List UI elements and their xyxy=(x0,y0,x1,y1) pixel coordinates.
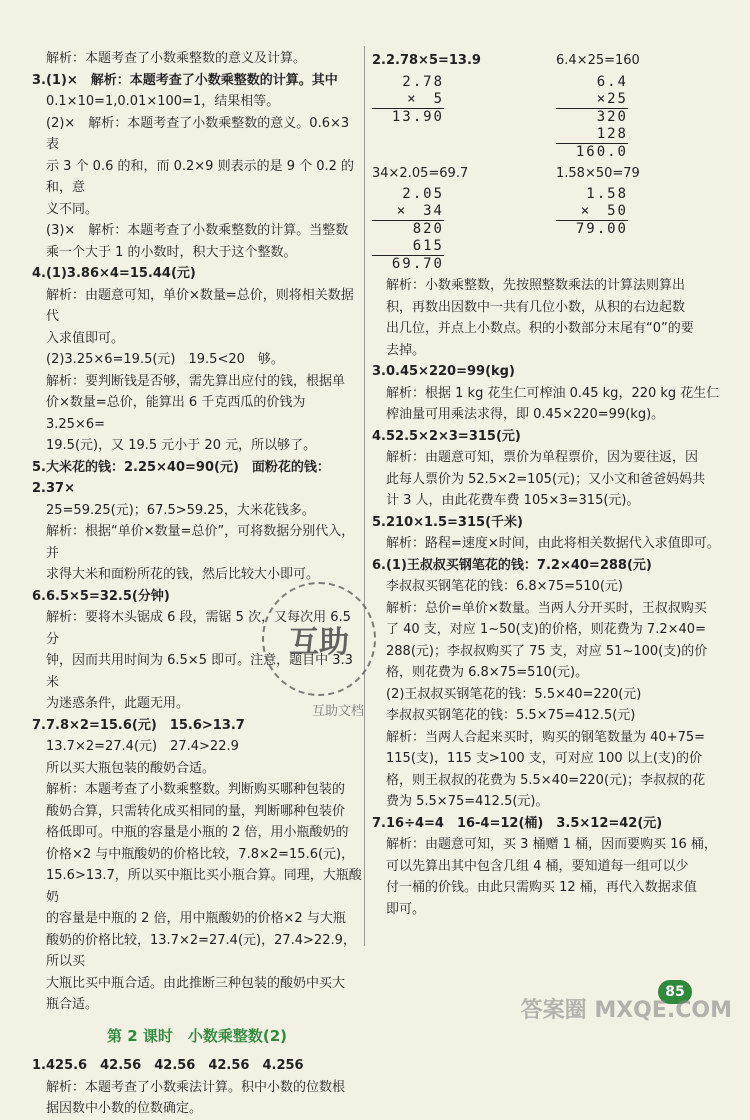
vertical-calc xyxy=(556,74,706,161)
calc-row-2 xyxy=(372,163,724,274)
answer-line: 此每人票价为 52.5×2=105(元)；又小文和爸爸妈妈共 xyxy=(386,471,706,487)
vertical-calc xyxy=(372,74,522,126)
calc-row: 6.4 xyxy=(596,73,628,90)
answer-line: 格，则王叔叔的花费为 5.5×40=220(元)；李叔叔的花 xyxy=(386,772,706,788)
answer-line: 去掉。 xyxy=(386,342,426,358)
answer-line: 大瓶比买中瓶合适。由此推断三种包装的酸奶中买大 xyxy=(46,975,346,991)
answer-line: 5.大米花的钱：2.25×40=90(元) 面粉花的钱：2.37× xyxy=(32,459,330,496)
calc-heading: 34×2.05=69.7 xyxy=(372,165,469,181)
answer-line: 解析：根据 1 kg 花生仁可榨油 0.45 kg，220 kg 花生仁 xyxy=(386,385,720,401)
answer-line: 求得大米和面粉所花的钱，然后比较大小即可。 xyxy=(46,567,320,582)
answer-line: 李叔叔买钢笔花的钱：6.8×75=510(元) xyxy=(386,579,623,594)
answer-line: 格低即可。中瓶的容量是小瓶的 2 倍，用小瓶酸奶的 xyxy=(46,825,349,840)
answer-line: 李叔叔买钢笔花的钱：5.5×75=412.5(元) xyxy=(386,708,636,723)
answer-line: 288(元)；李叔叔购买了 75 支，对应 51~100(支)的价 xyxy=(386,643,708,659)
answer-line: 0.1×10=1,0.01×100=1，结果相等。 xyxy=(46,94,280,109)
calc-row: × 50 xyxy=(580,203,628,219)
answer-line: 6.(1)王叔叔买钢笔花的钱：7.2×40=288(元) xyxy=(372,557,652,573)
answer-line: 13.7×2=27.4(元) 27.4>22.9 xyxy=(46,739,239,754)
page-number: 85 xyxy=(658,980,692,1004)
answer-line: 即可。 xyxy=(386,901,426,917)
answer-line: 解析：小数乘整数，先按照整数乘法的计算法则算出 xyxy=(386,278,686,293)
answer-line: 解析：由题意可知，票价为单程票价，因为要往返，因 xyxy=(386,450,699,465)
answer-line: (2)3.25×6=19.5(元) 19.5<20 够。 xyxy=(46,352,284,367)
answer-line: 3.0.45×220=99(kg) xyxy=(372,364,515,379)
calc-heading: 1.58×50=79 xyxy=(556,165,640,181)
calc-row: 615 xyxy=(412,238,444,254)
vertical-calc xyxy=(372,186,522,273)
answer-line: 3.(1)× 解析：本题考查了小数乘整数的计算。其中 xyxy=(32,72,338,88)
right-answer-lines xyxy=(372,275,724,920)
answer-line: 价格×2 与中瓶酸奶的价格比较，7.8×2=15.6(元)， xyxy=(46,846,355,862)
answer-line: 格，则花费为 6.8×75=510(元)。 xyxy=(386,665,589,680)
answer-line: 4.52.5×2×3=315(元) xyxy=(372,428,521,444)
calc-row: 820 xyxy=(412,221,444,237)
answer-line: (2)王叔叔买钢笔花的钱：5.5×40=220(元) xyxy=(386,686,642,702)
answer-line: 解析：当两人合起来买时，购买的钢笔数量为 40+75= xyxy=(386,729,706,745)
calc-heading: 2.2.78×5=13.9 xyxy=(372,53,481,68)
answer-line: 酸奶合算，只需转化成买相同的量，判断哪种包装价 xyxy=(46,803,346,819)
answer-line: 解析：要将木头锯成 6 段，需锯 5 次，又每次用 6.5 分 xyxy=(46,610,356,647)
answer-line: 解析：根据“单价×数量=总价”，可将数据分别代入，并 xyxy=(46,524,355,561)
answer-line: 解析：本题考查了小数乘整数的意义及计算。 xyxy=(46,51,307,66)
calc-row: 320 xyxy=(596,108,628,125)
calc-row: 2.78 xyxy=(402,73,444,90)
answer-line: 1.425.6 42.56 42.56 42.56 4.256 xyxy=(32,1058,304,1073)
calc-row: × 34 xyxy=(396,203,444,219)
answer-line: 7.7.8×2=15.6(元) 15.6>13.7 xyxy=(32,717,245,733)
answer-line: 计 3 人，由此花费车费 105×3=315(元)。 xyxy=(386,493,640,508)
watermark: 答案圈 MXQE.COM xyxy=(520,998,732,1023)
answer-line: 4.(1)3.86×4=15.44(元) xyxy=(32,266,196,281)
answer-line: 所以买大瓶包装的酸奶合适。 xyxy=(46,760,216,776)
answer-line: (3)× 解析：本题考查了小数乘整数的计算。当整数 xyxy=(46,223,349,238)
answer-line: 义不同。 xyxy=(46,201,99,217)
stamp-subtext: 互助文档 xyxy=(312,704,365,719)
calc-row: × 5 xyxy=(407,90,444,107)
answer-line: 瓶合适。 xyxy=(46,997,99,1012)
answer-line: 示 3 个 0.6 的和，而 0.2×9 则表示的是 9 个 0.2 的和，意 xyxy=(46,158,355,195)
stamp-text: 互助 xyxy=(289,625,349,660)
answer-line: (2)× 解析：本题考查了小数乘整数的意义。0.6×3 表 xyxy=(46,115,354,152)
answer-line: 解析：由题意可知，单价×数量=总价，则将相关数据代 xyxy=(46,287,354,324)
answer-line: 5.210×1.5=315(千米) xyxy=(372,514,523,530)
calc-row: ×25 xyxy=(596,90,628,107)
answer-line: 解析：由题意可知，买 3 桶赠 1 桶，因而要购买 16 桶， xyxy=(386,837,717,852)
answer-line: 6.6.5×5=32.5(分钟) xyxy=(32,588,170,604)
answer-line: 入求值即可。 xyxy=(46,330,125,346)
answer-line: 据因数中小数的位数确定。 xyxy=(46,1101,203,1116)
answer-line: 解析：路程=速度×时间，由此将相关数据代入求值即可。 xyxy=(386,536,720,551)
answer-line: 价×数量=总价，能算出 6 千克西瓜的价钱为 3.25×6= xyxy=(46,395,310,432)
answer-line: 解析：要判断钱是否够，需先算出应付的钱，根据单 xyxy=(46,373,346,389)
calc-row: 2.05 xyxy=(402,186,444,202)
answer-line: 费为 5.5×75=412.5(元)。 xyxy=(386,794,549,809)
column-divider xyxy=(364,46,365,946)
calc-row: 128 xyxy=(596,125,628,142)
calc-row: 1.58 xyxy=(586,186,628,202)
answer-line: 115(支)，115 支>100 支，可对应 100 以上(支)的价 xyxy=(386,751,702,766)
answer-line: 为迷惑条件，此题无用。 xyxy=(46,696,190,711)
right-column xyxy=(372,48,724,920)
answer-line: 的容量是中瓶的 2 倍，用中瓶酸奶的价格×2 与大瓶 xyxy=(46,911,346,926)
answer-line: 可以先算出其中包含几组 4 桶，要知道每一组可以少 xyxy=(386,858,689,874)
calc-block-1 xyxy=(372,50,522,161)
answer-line: 25=59.25(元)；67.5>59.25，大米花钱多。 xyxy=(46,502,315,518)
answer-line: 积，再数出因数中一共有几位小数，从积的右边起数 xyxy=(386,299,686,315)
calc-heading: 6.4×25=160 xyxy=(556,53,640,68)
calc-block-2 xyxy=(556,50,706,161)
vertical-calc xyxy=(556,186,706,238)
answer-line: 了 40 支，对应 1~50(支)的价格，则花费为 7.2×40= xyxy=(386,622,706,637)
calc-row: 160.0 xyxy=(575,143,628,160)
answer-line: 解析：本题考查了小数乘法计算。积中小数的位数根 xyxy=(46,1079,346,1095)
calc-row: 69.70 xyxy=(391,256,444,272)
stamp-seal xyxy=(262,582,376,696)
calc-row-1 xyxy=(372,50,724,161)
calc-block-3 xyxy=(372,163,522,274)
calc-block-4 xyxy=(556,163,706,274)
answer-line: 解析：本题考查了小数乘整数。判断购买哪种包装的 xyxy=(46,782,346,797)
answer-line: 7.16÷4=4 16-4=12(桶) 3.5×12=42(元) xyxy=(372,815,663,831)
calc-row: 79.00 xyxy=(575,221,628,237)
answer-line: 钟，因而共用时间为 6.5×5 即可。注意，题目中 3.3 米 xyxy=(46,653,358,690)
answer-line: 榨油量可用乘法求得，即 0.45×220=99(kg)。 xyxy=(386,407,665,422)
answer-line: 出几位，并点上小数点。积的小数部分末尾有“0”的要 xyxy=(386,321,694,336)
answer-line: 19.5(元)，又 19.5 元小于 20 元，所以够了。 xyxy=(46,438,317,453)
calc-row: 13.90 xyxy=(391,108,444,125)
answer-line: 酸奶的价格比较，13.7×2=27.4(元)，27.4>22.9，所以买 xyxy=(46,932,356,969)
answer-line: 乘一个大于 1 的小数时，积大于这个整数。 xyxy=(46,244,297,260)
answer-line: 15.6>13.7，所以买中瓶比买小瓶合算。同理，大瓶酸奶 xyxy=(46,868,362,905)
answer-line: 解析：总价=单价×数量。当两人分开买时，王叔叔购买 xyxy=(386,600,707,616)
answer-line: 付一桶的价钱。由此只需购买 12 桶，再代入数据求值 xyxy=(386,880,697,895)
section-title: 第 2 课时 小数乘整数(2) xyxy=(106,1026,288,1045)
